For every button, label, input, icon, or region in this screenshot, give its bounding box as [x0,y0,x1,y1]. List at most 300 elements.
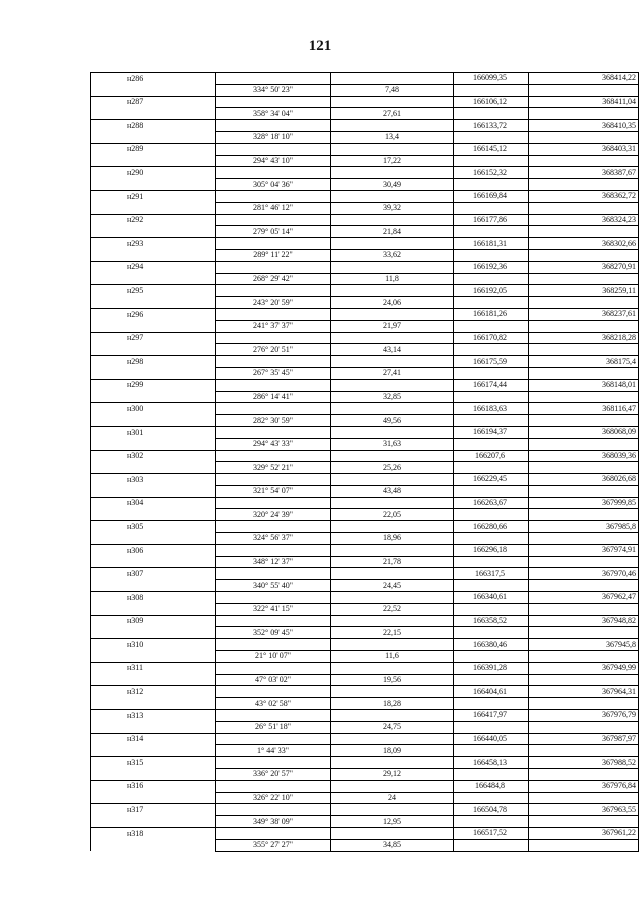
point-row [91,214,639,226]
y-coordinate-cell: 367964,31 [529,686,639,698]
point-name-cell: н312 [91,686,216,698]
point-row [91,73,639,85]
y-coordinate-cell: 367961,22 [529,828,639,840]
point-name-cell [91,556,216,568]
y-coordinate-cell: 367962,47 [529,592,639,604]
y-coordinate-cell [529,155,639,167]
point-row [91,167,639,179]
distance-cell [331,285,454,297]
distance-cell [331,686,454,698]
y-coordinate-cell [529,651,639,663]
point-name-cell: н316 [91,780,216,792]
segment-row [91,769,639,781]
point-name-cell [91,344,216,356]
segment-row [91,155,639,167]
distance-cell: 43,48 [331,485,454,497]
direction-angle-cell [216,167,331,179]
y-coordinate-cell [529,462,639,474]
x-coordinate-cell: 166317,5 [454,568,529,580]
direction-angle-cell: 340° 55' 40" [216,580,331,592]
point-name-cell [91,721,216,733]
y-coordinate-cell: 367988,52 [529,757,639,769]
distance-cell [331,710,454,722]
distance-cell [331,238,454,250]
point-row [91,308,639,320]
direction-angle-cell [216,733,331,745]
y-coordinate-cell [529,108,639,120]
y-coordinate-cell [529,179,639,191]
direction-angle-cell: 279° 05' 14" [216,226,331,238]
distance-cell: 21,84 [331,226,454,238]
x-coordinate-cell [454,627,529,639]
segment-row [91,344,639,356]
y-coordinate-cell [529,131,639,143]
distance-cell [331,780,454,792]
point-name-cell [91,698,216,710]
point-row [91,828,639,840]
x-coordinate-cell [454,769,529,781]
distance-cell: 18,28 [331,698,454,710]
point-name-cell [91,155,216,167]
distance-cell: 43,14 [331,344,454,356]
distance-cell: 49,56 [331,415,454,427]
point-row [91,521,639,533]
point-name-cell [91,84,216,96]
direction-angle-cell [216,379,331,391]
y-coordinate-cell [529,816,639,828]
x-coordinate-cell: 166145,12 [454,143,529,155]
y-coordinate-cell: 367974,91 [529,544,639,556]
y-coordinate-cell [529,698,639,710]
segment-row [91,462,639,474]
y-coordinate-cell [529,415,639,427]
distance-cell: 22,52 [331,603,454,615]
y-coordinate-cell: 367949,99 [529,662,639,674]
direction-angle-cell [216,190,331,202]
direction-angle-cell [216,214,331,226]
y-coordinate-cell: 367985,8 [529,521,639,533]
point-name-cell: н294 [91,261,216,273]
segment-row [91,580,639,592]
segment-row [91,415,639,427]
point-name-cell [91,320,216,332]
segment-row [91,438,639,450]
direction-angle-cell: 47° 03' 02" [216,674,331,686]
y-coordinate-cell [529,438,639,450]
direction-angle-cell [216,474,331,486]
point-name-cell [91,297,216,309]
y-coordinate-cell: 368324,23 [529,214,639,226]
direction-angle-cell: 21° 10' 07" [216,651,331,663]
distance-cell: 21,97 [331,320,454,332]
point-row [91,403,639,415]
y-coordinate-cell [529,367,639,379]
segment-row [91,249,639,261]
direction-angle-cell: 355° 27' 27" [216,839,331,851]
x-coordinate-cell [454,556,529,568]
y-coordinate-cell: 368068,09 [529,426,639,438]
y-coordinate-cell: 368175,4 [529,356,639,368]
distance-cell: 12,95 [331,816,454,828]
point-name-cell: н317 [91,804,216,816]
distance-cell [331,497,454,509]
point-name-cell [91,651,216,663]
point-name-cell: н292 [91,214,216,226]
direction-angle-cell: 322° 41' 15" [216,603,331,615]
x-coordinate-cell: 166175,59 [454,356,529,368]
direction-angle-cell: 1° 44' 33" [216,745,331,757]
distance-cell [331,757,454,769]
x-coordinate-cell: 166440,05 [454,733,529,745]
x-coordinate-cell [454,108,529,120]
distance-cell [331,592,454,604]
distance-cell [331,96,454,108]
coordinates-table [90,72,639,852]
distance-cell: 11,6 [331,651,454,663]
point-name-cell [91,462,216,474]
direction-angle-cell: 348° 12' 37" [216,556,331,568]
point-row [91,733,639,745]
point-row [91,804,639,816]
distance-cell [331,804,454,816]
direction-angle-cell: 243° 20' 59" [216,297,331,309]
x-coordinate-cell [454,792,529,804]
point-name-cell [91,249,216,261]
point-name-cell: н296 [91,308,216,320]
x-coordinate-cell [454,485,529,497]
distance-cell: 18,09 [331,745,454,757]
direction-angle-cell [216,120,331,132]
y-coordinate-cell: 367948,82 [529,615,639,627]
y-coordinate-cell [529,391,639,403]
y-coordinate-cell: 368410,35 [529,120,639,132]
distance-cell [331,308,454,320]
point-name-cell [91,580,216,592]
direction-angle-cell: 320° 24' 39" [216,509,331,521]
direction-angle-cell: 358° 34' 04" [216,108,331,120]
point-name-cell [91,179,216,191]
segment-row [91,792,639,804]
point-row [91,190,639,202]
x-coordinate-cell: 166181,31 [454,238,529,250]
distance-cell: 13,4 [331,131,454,143]
point-row [91,686,639,698]
direction-angle-cell: 294° 43' 10" [216,155,331,167]
distance-cell: 24 [331,792,454,804]
direction-angle-cell [216,780,331,792]
x-coordinate-cell: 166133,72 [454,120,529,132]
point-row [91,238,639,250]
x-coordinate-cell [454,155,529,167]
direction-angle-cell [216,662,331,674]
distance-cell: 27,41 [331,367,454,379]
y-coordinate-cell: 368259,11 [529,285,639,297]
point-name-cell: н291 [91,190,216,202]
point-name-cell [91,485,216,497]
distance-cell: 24,06 [331,297,454,309]
direction-angle-cell: 267° 35' 45" [216,367,331,379]
x-coordinate-cell [454,226,529,238]
point-name-cell [91,533,216,545]
distance-cell [331,662,454,674]
y-coordinate-cell [529,297,639,309]
distance-cell: 25,26 [331,462,454,474]
segment-row [91,698,639,710]
distance-cell: 18,96 [331,533,454,545]
point-name-cell [91,273,216,285]
point-name-cell: н315 [91,757,216,769]
y-coordinate-cell: 367976,79 [529,710,639,722]
point-name-cell: н300 [91,403,216,415]
point-name-cell [91,816,216,828]
y-coordinate-cell: 368403,31 [529,143,639,155]
x-coordinate-cell [454,462,529,474]
point-name-cell: н303 [91,474,216,486]
x-coordinate-cell: 166207,6 [454,450,529,462]
point-name-cell: н286 [91,73,216,85]
direction-angle-cell: 305° 04' 36" [216,179,331,191]
segment-row [91,320,639,332]
direction-angle-cell [216,96,331,108]
point-row [91,592,639,604]
segment-row [91,627,639,639]
point-name-cell: н311 [91,662,216,674]
y-coordinate-cell [529,485,639,497]
y-coordinate-cell [529,792,639,804]
point-name-cell [91,415,216,427]
distance-cell [331,167,454,179]
point-name-cell: н289 [91,143,216,155]
direction-angle-cell: 328° 18' 10" [216,131,331,143]
point-name-cell [91,131,216,143]
direction-angle-cell [216,544,331,556]
y-coordinate-cell: 368270,91 [529,261,639,273]
segment-row [91,297,639,309]
y-coordinate-cell: 368039,36 [529,450,639,462]
distance-cell [331,214,454,226]
x-coordinate-cell: 166504,78 [454,804,529,816]
y-coordinate-cell [529,580,639,592]
y-coordinate-cell: 368362,72 [529,190,639,202]
y-coordinate-cell [529,273,639,285]
point-name-cell: н299 [91,379,216,391]
direction-angle-cell: 352° 09' 45" [216,627,331,639]
y-coordinate-cell [529,344,639,356]
point-row [91,639,639,651]
segment-row [91,816,639,828]
direction-angle-cell: 26° 51' 18" [216,721,331,733]
point-name-cell [91,391,216,403]
distance-cell [331,733,454,745]
direction-angle-cell [216,615,331,627]
point-row [91,96,639,108]
y-coordinate-cell [529,839,639,851]
x-coordinate-cell: 166174,44 [454,379,529,391]
distance-cell [331,332,454,344]
point-row [91,615,639,627]
direction-angle-cell: 268° 29' 42" [216,273,331,285]
y-coordinate-cell [529,509,639,521]
x-coordinate-cell [454,320,529,332]
point-name-cell [91,674,216,686]
x-coordinate-cell: 166296,18 [454,544,529,556]
x-coordinate-cell: 166391,28 [454,662,529,674]
point-row [91,710,639,722]
segment-row [91,674,639,686]
point-name-cell: н306 [91,544,216,556]
distance-cell [331,73,454,85]
x-coordinate-cell [454,131,529,143]
x-coordinate-cell [454,415,529,427]
distance-cell [331,426,454,438]
y-coordinate-cell [529,745,639,757]
segment-row [91,839,639,851]
distance-cell [331,261,454,273]
point-name-cell [91,603,216,615]
x-coordinate-cell: 166458,13 [454,757,529,769]
x-coordinate-cell: 166192,36 [454,261,529,273]
distance-cell: 21,78 [331,556,454,568]
y-coordinate-cell: 367945,8 [529,639,639,651]
x-coordinate-cell: 166484,8 [454,780,529,792]
y-coordinate-cell: 368218,28 [529,332,639,344]
x-coordinate-cell: 166280,66 [454,521,529,533]
coordinates-table-body [91,73,639,852]
x-coordinate-cell [454,533,529,545]
point-name-cell [91,509,216,521]
direction-angle-cell: 324° 56' 37" [216,533,331,545]
point-name-cell: н314 [91,733,216,745]
x-coordinate-cell [454,438,529,450]
point-name-cell [91,108,216,120]
point-row [91,379,639,391]
y-coordinate-cell [529,84,639,96]
distance-cell: 33,62 [331,249,454,261]
x-coordinate-cell [454,816,529,828]
x-coordinate-cell [454,84,529,96]
x-coordinate-cell: 166404,61 [454,686,529,698]
segment-row [91,391,639,403]
distance-cell [331,120,454,132]
x-coordinate-cell: 166263,67 [454,497,529,509]
point-name-cell [91,792,216,804]
point-row [91,568,639,580]
x-coordinate-cell: 166517,52 [454,828,529,840]
y-coordinate-cell [529,249,639,261]
x-coordinate-cell: 166170,82 [454,332,529,344]
direction-angle-cell [216,403,331,415]
segment-row [91,179,639,191]
point-row [91,474,639,486]
segment-row [91,202,639,214]
x-coordinate-cell [454,391,529,403]
direction-angle-cell [216,804,331,816]
segment-row [91,226,639,238]
segment-row [91,745,639,757]
y-coordinate-cell: 368414,22 [529,73,639,85]
point-row [91,285,639,297]
point-name-cell: н293 [91,238,216,250]
x-coordinate-cell: 166183,63 [454,403,529,415]
direction-angle-cell [216,356,331,368]
x-coordinate-cell: 166417,97 [454,710,529,722]
direction-angle-cell [216,686,331,698]
distance-cell [331,474,454,486]
x-coordinate-cell [454,698,529,710]
y-coordinate-cell [529,769,639,781]
point-row [91,544,639,556]
segment-row [91,367,639,379]
y-coordinate-cell: 367999,85 [529,497,639,509]
point-row [91,120,639,132]
distance-cell: 34,85 [331,839,454,851]
direction-angle-cell: 334° 50' 23" [216,84,331,96]
point-name-cell [91,745,216,757]
direction-angle-cell [216,261,331,273]
point-name-cell [91,839,216,851]
x-coordinate-cell [454,674,529,686]
point-name-cell: н287 [91,96,216,108]
x-coordinate-cell: 166177,86 [454,214,529,226]
x-coordinate-cell: 166106,12 [454,96,529,108]
point-row [91,780,639,792]
point-name-cell: н290 [91,167,216,179]
distance-cell: 19,56 [331,674,454,686]
distance-cell: 39,32 [331,202,454,214]
direction-angle-cell [216,426,331,438]
distance-cell: 7,48 [331,84,454,96]
point-name-cell: н295 [91,285,216,297]
direction-angle-cell [216,592,331,604]
distance-cell: 17,22 [331,155,454,167]
point-row [91,143,639,155]
distance-cell [331,615,454,627]
direction-angle-cell: 294° 43' 33" [216,438,331,450]
distance-cell [331,521,454,533]
segment-row [91,533,639,545]
direction-angle-cell: 282° 30' 59" [216,415,331,427]
distance-cell [331,403,454,415]
y-coordinate-cell: 367976,84 [529,780,639,792]
distance-cell [331,450,454,462]
segment-row [91,485,639,497]
distance-cell: 30,49 [331,179,454,191]
y-coordinate-cell [529,721,639,733]
point-name-cell [91,627,216,639]
x-coordinate-cell [454,509,529,521]
segment-row [91,131,639,143]
x-coordinate-cell [454,202,529,214]
distance-cell [331,190,454,202]
distance-cell [331,379,454,391]
distance-cell [331,544,454,556]
distance-cell: 24,75 [331,721,454,733]
point-row [91,332,639,344]
direction-angle-cell: 281° 46' 12" [216,202,331,214]
y-coordinate-cell: 367963,55 [529,804,639,816]
direction-angle-cell [216,73,331,85]
x-coordinate-cell: 166229,45 [454,474,529,486]
distance-cell [331,356,454,368]
point-name-cell: н308 [91,592,216,604]
point-name-cell: н307 [91,568,216,580]
direction-angle-cell [216,710,331,722]
direction-angle-cell [216,450,331,462]
y-coordinate-cell [529,202,639,214]
segment-row [91,651,639,663]
x-coordinate-cell: 166099,35 [454,73,529,85]
x-coordinate-cell [454,603,529,615]
